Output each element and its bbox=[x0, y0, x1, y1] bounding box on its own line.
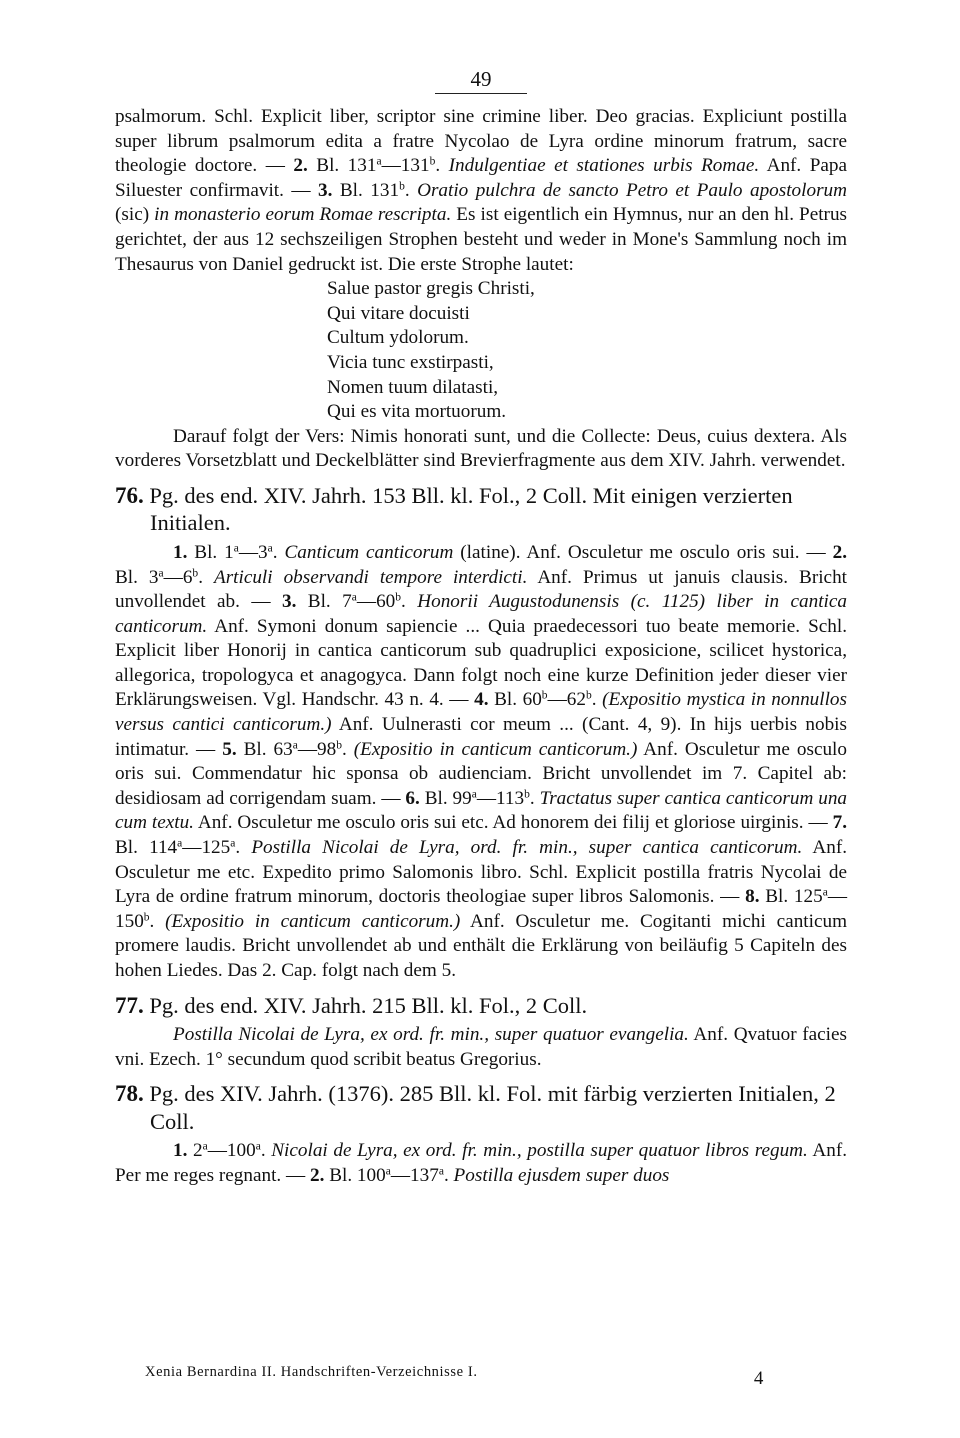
page-footer bbox=[145, 1364, 847, 1389]
poem-line: Qui es vita mortuorum. bbox=[327, 401, 507, 423]
entry-78-body: 1. 2$^a$—100$^a$. Nicolai de Lyra, ex ord. fr. min., postilla super quatuor libros regum. Anf. Per me reges regnant. — 2. Bl. 100$^a$—137$^a$. Postilla ejusdem super duos bbox=[115, 1140, 848, 1186]
paragraph-darauf: Darauf folgt der Vers: Nimis honorati sunt, und die Collecte: Deus, cuius dextera. Als vorderes Vorsetzblatt und Deckelblätter sind Brevierfragmente aus dem XIV. Jahrh. verwendet. bbox=[115, 425, 847, 472]
page-number-rule bbox=[435, 93, 527, 94]
signature-mark: 4 bbox=[753, 1368, 764, 1389]
poem-line: Vicia tunc exstirpasti, bbox=[327, 351, 494, 373]
poem-line: Cultum ydolorum. bbox=[327, 327, 469, 349]
entry-76-body: 1. Bl. 1$^a$—3$^a$. Canticum canticorum (latine). Anf. Osculetur me osculo oris sui. — 2. Bl. 3$^a$—6$^b$. Articuli observandi tempore interdicti. Anf. Primus ut januis clausis. Bricht unvollendet ab. — 3. Bl. 7$^a$—60$^b$. Honorii Augustodunensis (c. 1125) liber in cantica canticorum. Anf. Symoni donum sapiencie ... Quia praedecessori tuo beate memorie. Schl. Explicit liber Honorij in cantica canticorum sub quadruplici exposicione, scilicet hystorica, allegorica, tropologyca et anagogyca. Dann folgt noch eine kurze Definition jeder dieser vier Erklärungsweisen. Vgl. Handschr. 43 n. 4. — 4. Bl. 60$^b$—62$^b$. (Expositio mystica in nonnullos versus cantici canticorum.) Anf. Uulnerasti cor meum ... (Cant. 4, 9). In hijs uerbis nobis intimatur. — 5. Bl. 63$^a$—98$^b$. (Expositio in canticum canticorum.) Anf. Osculetur me osculo oris sui. Commendatur hic sponsa ob audienciam. Bricht unvollendet im 7. Capitel ab: desidiosam ad corrigendam suam. — 6. Bl. 99$^a$—113$^b$. Tractatus super cantica canticorum una cum textu. Anf. Osculetur me osculo oris sui etc. Ad honorem dei filij et gloriose uirginis. — 7. Bl. 114$^a$—125$^a$. Postilla Nicolai de Lyra, ord. fr. min., super cantica canticorum. Anf. Osculetur me etc. Expedito primo Salomonis libro. Schl. Explicit postilla fratris Nycolai de Lyra de ordine fratrum minorum, doctoris theologiae super libros Salomonis. — 8. Bl. 125$^a$—150$^b$. (Expositio in canticum canticorum.) Anf. Osculetur me. Cogitanti michi canticum promere laudis. Bricht unvollendet ab und enthält die Erklärung von beiläufig 5 Capiteln des hohen Liedes. Das 2. Cap. folgt nach dem 5. bbox=[115, 541, 848, 981]
poem-line: Qui vitare docuisti bbox=[327, 302, 470, 324]
poem-line: Nomen tuum dilatasti, bbox=[327, 376, 499, 398]
entry-76-heading: 76. Pg. des end. XIV. Jahrh. 153 Bll. kl. Fol., 2 Coll. Mit einigen verzierten Initialen. bbox=[115, 482, 793, 536]
poem-line: Salue pastor gregis Christi, bbox=[327, 278, 535, 300]
footer-title: Xenia Bernardina II. Handschriften-Verzeichnisse I. bbox=[145, 1364, 478, 1380]
entry-78-heading: 78. Pg. des XIV. Jahrh. (1376). 285 Bll. kl. Fol. mit färbig verzierten Initialen, 2 Coll. bbox=[115, 1081, 836, 1134]
entry-77-heading: 77. Pg. des end. XIV. Jahrh. 215 Bll. kl. Fol., 2 Coll. bbox=[115, 992, 588, 1018]
poem-strophe bbox=[327, 277, 847, 425]
paragraph-continuation: psalmorum. Schl. Explicit liber, scriptor sine crimine liber. Deo gracias. Expliciunt postilla super librum psalmorum edita a fratre Nycolao de Lyra ordine minorum fratrum, sacre theologie doctore. — 2. Bl. 131$^a$—131$^b$. Indulgentiae et stationes urbis Romae. Anf. Papa Siluester confirmavit. — 3. Bl. 131$^b$. Oratio pulchra de sancto Petro et Paulo apostolorum (sic) in monasterio eorum Romae rescripta. Es ist eigentlich ein Hymnus, nur an den hl. Petrus gerichtet, der aus 12 sechszeiligen Strophen besteht und weder in Mone's Sammlung noch im Thesaurus von Daniel gedruckt ist. Die erste Strophe lautet: bbox=[115, 106, 848, 275]
page-number: 49 bbox=[470, 67, 492, 91]
entry-77-body: Postilla Nicolai de Lyra, ex ord. fr. min., super quatuor evangelia. Anf. Qvatuor facies vni. Ezech. 1° secundum quod scribit beatus Gregorius. bbox=[115, 1024, 847, 1070]
page bbox=[115, 66, 847, 1188]
